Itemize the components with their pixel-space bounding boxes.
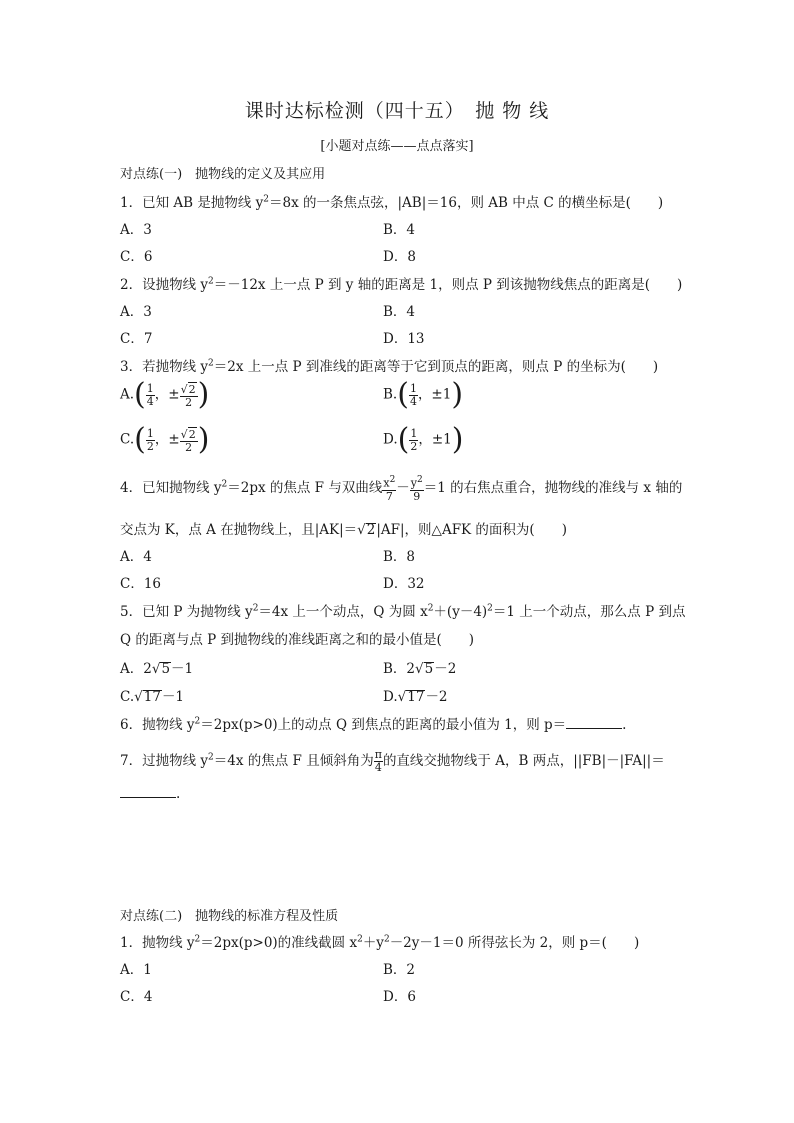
option-c: C.( $\frac{1}{2}$ ，± $\frac{√2}{2}$ )	[120, 422, 210, 457]
fraction: $\frac{1}{4}$	[146, 381, 154, 408]
minus-sign: －	[396, 479, 410, 496]
plus-minus: ，±	[154, 386, 180, 403]
option-label: B.	[383, 386, 398, 403]
option-a: A．2√5－1	[120, 661, 194, 677]
question-text: －2y－1＝0 所得弦长为 2，则 p＝( )	[389, 935, 640, 951]
question-text: 交点为 K，点 A 在抛物线上，且|AK|＝	[120, 522, 358, 538]
fraction: $\frac{y^2}{9}$	[410, 475, 423, 503]
option-c: C.√17－1	[120, 689, 185, 705]
plus-minus: ，±	[154, 431, 180, 448]
option-a: A.( $\frac{1}{4}$ ，± $\frac{√2}{2}$ )	[120, 377, 210, 412]
question-text: ＝2px 的焦点 F 与双曲线	[227, 479, 383, 496]
option-a: A．3	[120, 304, 152, 320]
question-text: 的直线交抛物线于 A，B 两点，||FB|－|FA||＝	[382, 753, 665, 769]
question-1-5: 5．已知 P 为抛物线 $y^2=4x$ 上一个动点，Q 为圆 $x^2+(y-4)^2=1$ 上一个动点，那么点 P 到点	[120, 603, 686, 620]
question-text: ＝1 上一个动点，那么点 P 到点	[492, 604, 686, 620]
option-d: D．8	[383, 249, 416, 265]
question-1-7: 7．过抛物线 $y^2=4x$ 的焦点 F 且倾斜角为 $\frac{\pi}{4}$ 的直线交抛物线于 A，B 两点，||FB|－|FA||＝	[120, 748, 665, 774]
option-b: B．8	[383, 549, 416, 565]
question-text: 1．已知 AB 是抛物线 y	[120, 195, 264, 211]
question-text: ＝1 的右焦点重合，抛物线的准线与 x 轴的	[423, 479, 683, 496]
option-b: B.( $\frac{1}{4}$ ，±1)	[383, 377, 464, 412]
fraction: $\frac{1}{2}$	[410, 426, 418, 453]
fraction: $\frac{\pi}{4}$	[374, 748, 382, 774]
option-label: D.	[383, 431, 398, 448]
question-1-1	[120, 191, 663, 211]
question-1-4	[120, 474, 682, 503]
option-d: D.√17－2	[383, 689, 448, 705]
option-b: B．2	[383, 962, 416, 978]
question-1-5-line2: Q 的距离与点 P 到抛物线的准线距离之和的最小值是( )	[120, 632, 475, 648]
question-text: ＝4x 上一个动点，Q 为圆 x	[258, 604, 428, 620]
question-text: ＝2px(p>0)上的动点 Q 到焦点的距离的最小值为 1，则 p＝	[200, 717, 567, 733]
sqrt-value: 2	[366, 522, 376, 538]
question-1-4-line2: 交点为 K，点 A 在抛物线上，且|AK|＝√2|AF|，则△AFK 的面积为( )	[120, 522, 567, 538]
question-text: ＝2px(p>0)的准线截圆 x	[200, 935, 358, 951]
option-c: C．6	[120, 249, 153, 265]
answer-blank[interactable]	[120, 785, 176, 798]
superscript: 2	[208, 358, 214, 369]
option-a: A．1	[120, 962, 152, 978]
fraction: $\frac{√2}{2}$	[180, 427, 196, 454]
superscript: 2	[221, 479, 228, 490]
question-text: ＝－12x 上一点 P 到 y 轴的距离是 1，则点 P 到该抛物线焦点的距离是( )	[213, 277, 683, 293]
question-text: ＝2x 上一点 P 到准线的距离等于它到顶点的距离，则点 P 的坐标为( )	[213, 359, 659, 375]
question-text: |AF|，则△AFK 的面积为( )	[376, 522, 567, 538]
question-text: 7．过抛物线 y	[120, 753, 209, 769]
option-d: D．32	[383, 576, 425, 592]
question-text: ＝4x 的焦点 F 且倾斜角为	[213, 753, 374, 769]
option-label: A.	[120, 386, 135, 403]
option-a: A．4	[120, 549, 152, 565]
question-1-2	[120, 273, 682, 293]
fraction: $\frac{√2}{2}$	[180, 382, 196, 409]
question-text: ＋y	[362, 935, 384, 951]
question-text: ＝8x 的一条焦点弦，|AB|＝16，则 AB 中点 C 的横坐标是( )	[269, 195, 664, 211]
fraction: $\frac{x^2}{7}$	[383, 475, 396, 503]
question-text: 5．已知 P 为抛物线 y	[120, 604, 253, 620]
question-text: ＋(y－4)	[433, 604, 488, 620]
page-title: 课时达标检测（四十五） 抛 物 线	[244, 100, 550, 122]
superscript: 2	[208, 276, 214, 287]
superscript: 2	[263, 194, 269, 205]
answer-blank[interactable]	[566, 716, 622, 729]
option-label: C.	[120, 431, 135, 448]
page-subtitle: [小题对点练——点点落实]	[320, 139, 474, 154]
question-text: 4．已知抛物线 y	[120, 479, 222, 496]
option-d: D.( $\frac{1}{2}$ ，±1)	[383, 422, 464, 457]
fraction: $\frac{1}{2}$	[146, 426, 154, 453]
question-text: 2．设抛物线 y	[120, 277, 209, 293]
question-1-7-line2: .	[120, 785, 180, 802]
option-b: B．4	[383, 304, 416, 320]
option-c: C．7	[120, 331, 153, 347]
question-1-3	[120, 355, 658, 375]
question-text: 6．抛物线 y	[120, 717, 195, 733]
option-c: C．16	[120, 576, 162, 592]
option-b: B．4	[383, 222, 416, 238]
option-a: A．3	[120, 222, 152, 238]
section-heading-1: 对点练(一) 抛物线的定义及其应用	[120, 167, 326, 182]
section-heading-2: 对点练(二) 抛物线的标准方程及性质	[120, 909, 339, 924]
fraction: $\frac{1}{4}$	[409, 381, 417, 408]
option-d: D．13	[383, 331, 425, 347]
option-b: B．2√5－2	[383, 661, 457, 677]
question-1-6: 6．抛物线 $y^2=2px(p>0)$上的动点 Q 到焦点的距离的最小值为 1，则 p＝ .	[120, 716, 627, 733]
option-d: D．6	[383, 989, 416, 1005]
option-c: C．4	[120, 989, 153, 1005]
option-rest: ，±1	[418, 431, 452, 448]
question-text: 1．抛物线 y	[120, 935, 195, 951]
option-rest: ，±1	[417, 386, 452, 403]
question-2-1: 1．抛物线 $y^2=2px(p>0)$的准线截圆 $x^2+y^2-2y-1=0$ 所得弦长为 2，则 p＝( )	[120, 934, 640, 951]
question-text: 3．若抛物线 y	[120, 359, 209, 375]
